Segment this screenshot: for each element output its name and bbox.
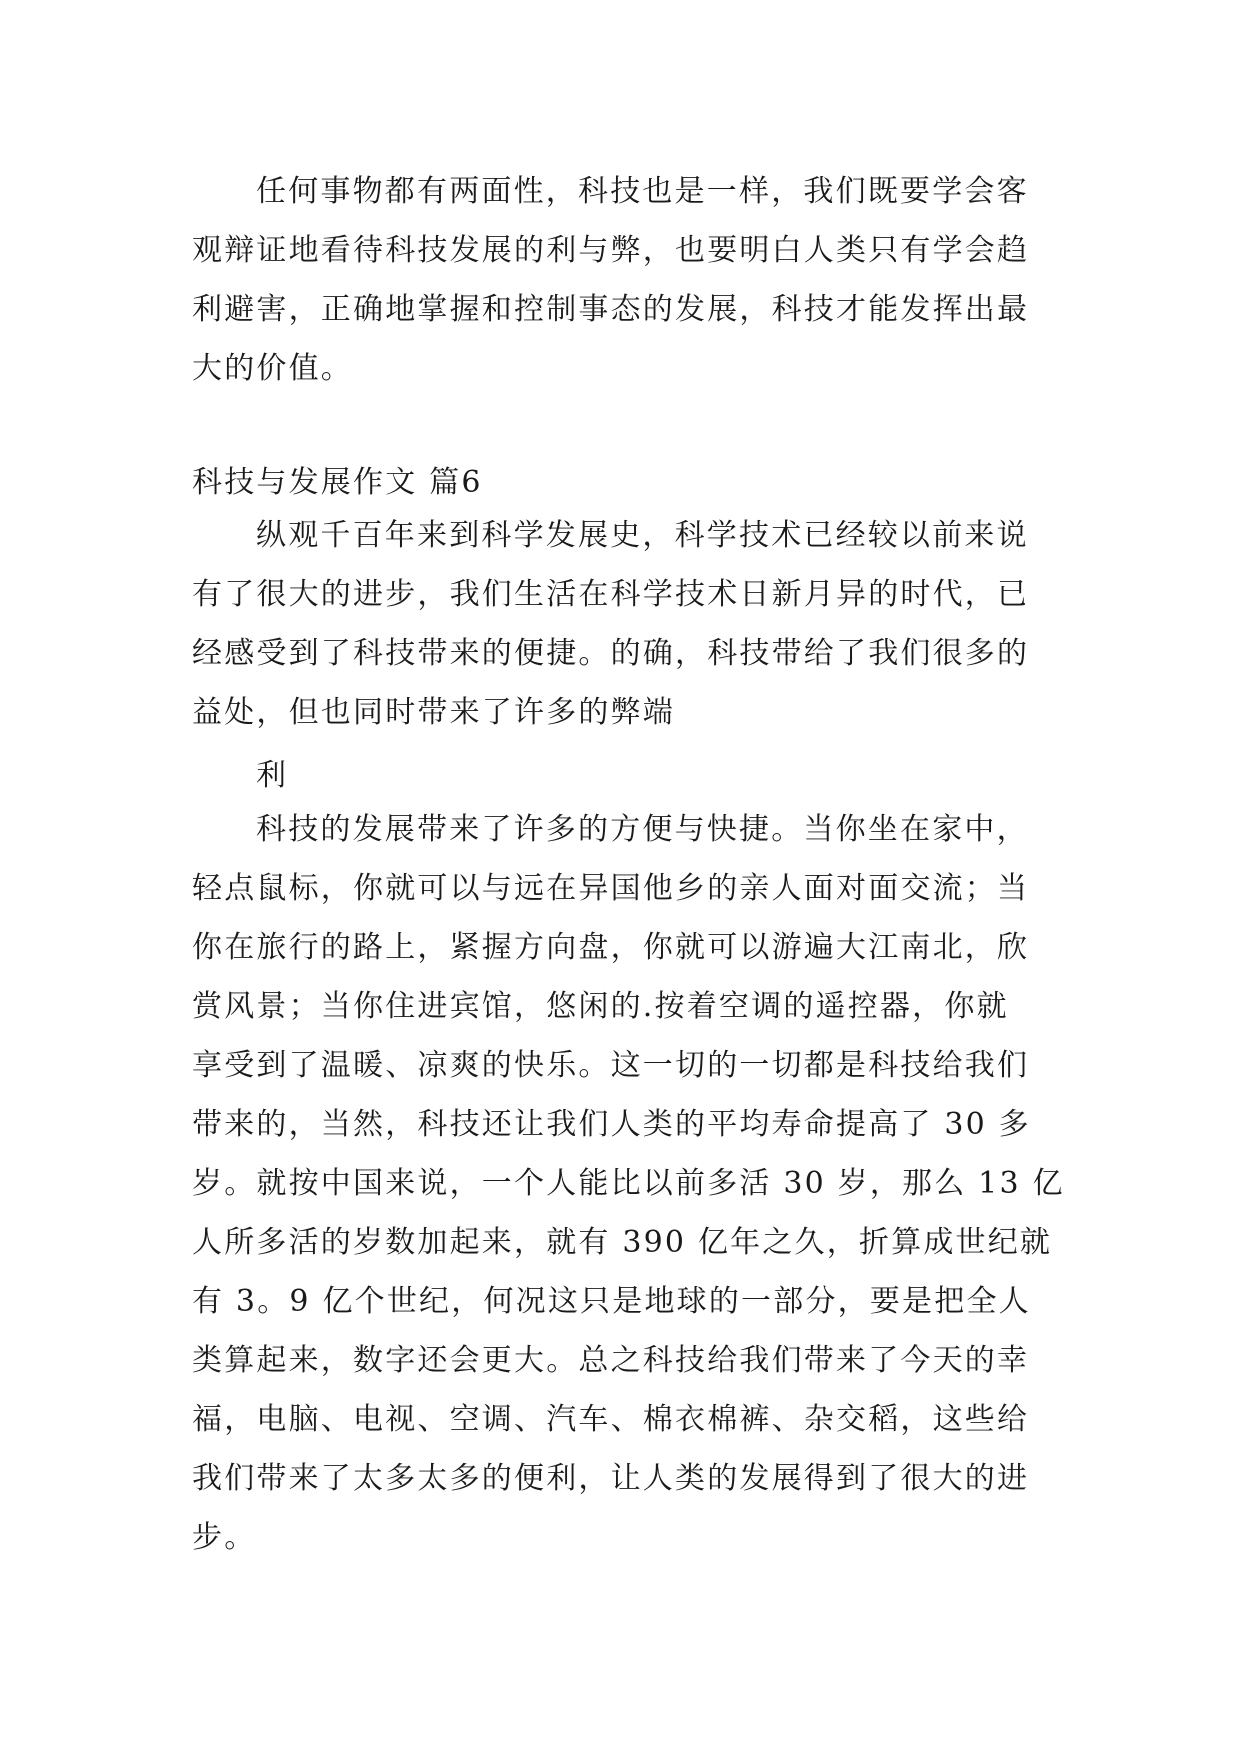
paragraph-3 xyxy=(192,800,1065,1567)
paragraph-line: 观辩证地看待科技发展的利与弊，也要明白人类只有学会趋 xyxy=(192,233,1030,268)
paragraph-line: 福，电脑、电视、空调、汽车、棉衣棉裤、杂交稻，这些给 xyxy=(192,1402,1030,1437)
subheading: 利 xyxy=(256,758,289,793)
paragraph-line: 经感受到了科技带来的便捷。的确，科技带给了我们很多的 xyxy=(192,636,1030,671)
paragraph-line: 类算起来，数字还会更大。总之科技给我们带来了今天的幸 xyxy=(192,1343,1030,1378)
paragraph-line: 有了很大的进步，我们生活在科学技术日新月异的时代，已 xyxy=(192,577,1030,612)
paragraph-line: 带来的，当然，科技还让我们人类的平均寿命提高了 30 多 xyxy=(192,1107,1031,1142)
paragraph-1 xyxy=(192,162,1052,398)
paragraph-line: 你在旅行的路上，紧握方向盘，你就可以游遍大江南北，欣 xyxy=(192,930,1030,965)
paragraph-line: 利避害，正确地掌握和控制事态的发展，科技才能发挥出最 xyxy=(192,292,1030,327)
section-heading: 科技与发展作文 篇6 xyxy=(192,465,483,500)
paragraph-line: 赏风景；当你住进宾馆，悠闲的.按着空调的遥控器，你就 xyxy=(192,989,1009,1024)
paragraph-line: 科技的发展带来了许多的方便与快捷。当你坐在家中， xyxy=(256,812,1029,847)
paragraph-line: 步。 xyxy=(192,1520,257,1555)
paragraph-line: 人所多活的岁数加起来，就有 390 亿年之久，折算成世纪就 xyxy=(192,1225,1053,1260)
paragraph-line: 有 3。9 亿个世纪，何况这只是地球的一部分，要是把全人 xyxy=(192,1284,1031,1319)
paragraph-line: 我们带来了太多太多的便利，让人类的发展得到了很大的进 xyxy=(192,1461,1030,1496)
subheading-block xyxy=(192,746,1052,805)
paragraph-line: 岁。就按中国来说，一个人能比以前多活 30 岁，那么 13 亿 xyxy=(192,1166,1065,1201)
paragraph-line: 大的价值。 xyxy=(192,351,353,386)
paragraph-line: 纵观千百年来到科学发展史，科学技术已经较以前来说 xyxy=(256,518,1029,553)
paragraph-line: 益处，但也同时带来了许多的弊端 xyxy=(192,695,675,730)
paragraph-2 xyxy=(192,506,1052,742)
paragraph-line: 轻点鼠标，你就可以与远在异国他乡的亲人面对面交流；当 xyxy=(192,871,1030,906)
paragraph-line: 任何事物都有两面性，科技也是一样，我们既要学会客 xyxy=(256,174,1029,209)
paragraph-line: 享受到了温暖、凉爽的快乐。这一切的一切都是科技给我们 xyxy=(192,1048,1030,1083)
